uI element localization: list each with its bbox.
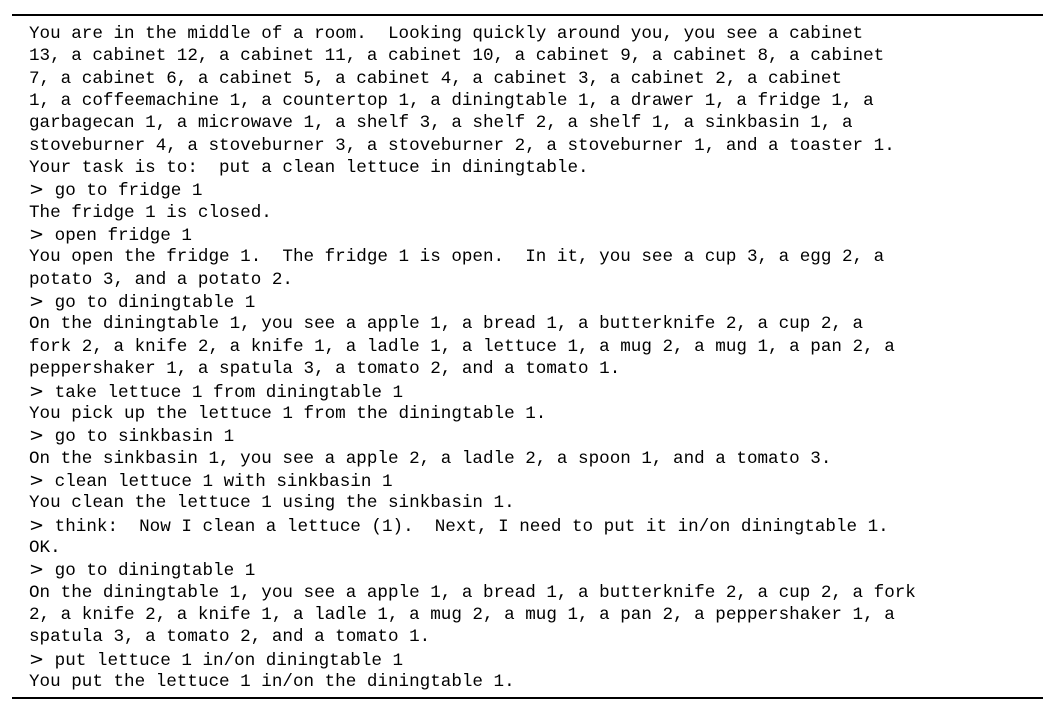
observation-text: You open the fridge 1. The fridge 1 is open. In it, you see a cup 3, a egg 2, a <box>29 247 885 268</box>
episode-transcript <box>29 23 1044 693</box>
prompt-marker: > <box>29 179 45 201</box>
observation-text: On the sinkbasin 1, you see a apple 2, a ladle 2, a spoon 1, and a tomato 3. <box>29 448 832 469</box>
action-line <box>29 425 1044 447</box>
prompt-marker: > <box>29 380 45 402</box>
observation-line <box>29 671 1044 693</box>
prompt-marker: > <box>29 648 45 670</box>
observation-text: peppershaker 1, a spatula 3, a tomato 2, and a tomato 1. <box>29 359 621 380</box>
action-text: go to diningtable 1 <box>44 561 256 582</box>
observation-line <box>29 313 1044 335</box>
observation-line <box>29 68 1044 90</box>
observation-text: stoveburner 4, a stoveburner 3, a stoveburner 2, a stoveburner 1, and a toaster 1. <box>29 135 895 156</box>
observation-line <box>29 604 1044 626</box>
observation-text: garbagecan 1, a microwave 1, a shelf 3, a shelf 2, a shelf 1, a sinkbasin 1, a <box>29 113 853 134</box>
action-line <box>29 179 1044 201</box>
observation-line <box>29 336 1044 358</box>
observation-line <box>29 537 1044 559</box>
action-text: take lettuce 1 from diningtable 1 <box>44 382 404 403</box>
prompt-marker: > <box>29 425 45 447</box>
observation-text: fork 2, a knife 2, a knife 1, a ladle 1, a lettuce 1, a mug 2, a mug 1, a pan 2, a <box>29 336 895 357</box>
observation-text: potato 3, and a potato 2. <box>29 269 293 290</box>
observation-text: spatula 3, a tomato 2, and a tomato 1. <box>29 627 431 648</box>
observation-line <box>29 90 1044 112</box>
action-text: clean lettuce 1 with sinkbasin 1 <box>44 471 393 492</box>
observation-text: You put the lettuce 1 in/on the diningtable 1. <box>29 671 515 692</box>
action-line <box>29 559 1044 581</box>
observation-line <box>29 246 1044 268</box>
observation-text: 7, a cabinet 6, a cabinet 5, a cabinet 4, a cabinet 3, a cabinet 2, a cabinet <box>29 68 842 89</box>
observation-line <box>29 45 1044 67</box>
observation-text: Your task is to: put a clean lettuce in diningtable. <box>29 158 589 179</box>
observation-text: On the diningtable 1, you see a apple 1, a bread 1, a butterknife 2, a cup 2, a fork <box>29 582 916 603</box>
action-line <box>29 515 1044 537</box>
observation-line <box>29 403 1044 425</box>
prompt-marker: > <box>29 559 45 581</box>
observation-line <box>29 626 1044 648</box>
observation-line <box>29 135 1044 157</box>
observation-line <box>29 112 1044 134</box>
action-line <box>29 470 1044 492</box>
observation-line <box>29 358 1044 380</box>
observation-text: 13, a cabinet 12, a cabinet 11, a cabinet 10, a cabinet 9, a cabinet 8, a cabinet <box>29 46 885 67</box>
action-line <box>29 291 1044 313</box>
action-line <box>29 381 1044 403</box>
observation-text: On the diningtable 1, you see a apple 1, a bread 1, a butterknife 2, a cup 2, a <box>29 314 864 335</box>
action-text: put lettuce 1 in/on diningtable 1 <box>44 650 404 671</box>
action-text: think: Now I clean a lettuce (1). Next, I need to put it in/on diningtable 1. <box>44 516 889 537</box>
observation-line <box>29 202 1044 224</box>
action-text: open fridge 1 <box>44 226 192 247</box>
prompt-marker: > <box>29 291 45 313</box>
prompt-marker: > <box>29 224 45 246</box>
observation-text: OK. <box>29 537 61 558</box>
top-rule <box>12 14 1043 16</box>
action-text: go to sinkbasin 1 <box>44 427 235 448</box>
observation-text: The fridge 1 is closed. <box>29 202 272 223</box>
action-text: go to diningtable 1 <box>44 293 256 314</box>
observation-text: You clean the lettuce 1 using the sinkbasin 1. <box>29 493 515 514</box>
observation-line <box>29 269 1044 291</box>
prompt-marker: > <box>29 469 45 491</box>
action-text: go to fridge 1 <box>44 181 203 202</box>
observation-line <box>29 492 1044 514</box>
observation-text: 2, a knife 2, a knife 1, a ladle 1, a mug 2, a mug 1, a pan 2, a peppershaker 1, a <box>29 604 895 625</box>
observation-line <box>29 157 1044 179</box>
action-line <box>29 224 1044 246</box>
observation-line <box>29 448 1044 470</box>
observation-text: You are in the middle of a room. Looking quickly around you, you see a cabinet <box>29 24 864 44</box>
observation-text: 1, a coffeemachine 1, a countertop 1, a diningtable 1, a drawer 1, a fridge 1, a <box>29 91 874 112</box>
action-line <box>29 649 1044 671</box>
prompt-marker: > <box>29 514 45 536</box>
observation-line <box>29 23 1044 45</box>
observation-text: You pick up the lettuce 1 from the diningtable 1. <box>29 403 547 424</box>
bottom-rule <box>12 697 1043 699</box>
observation-line <box>29 582 1044 604</box>
